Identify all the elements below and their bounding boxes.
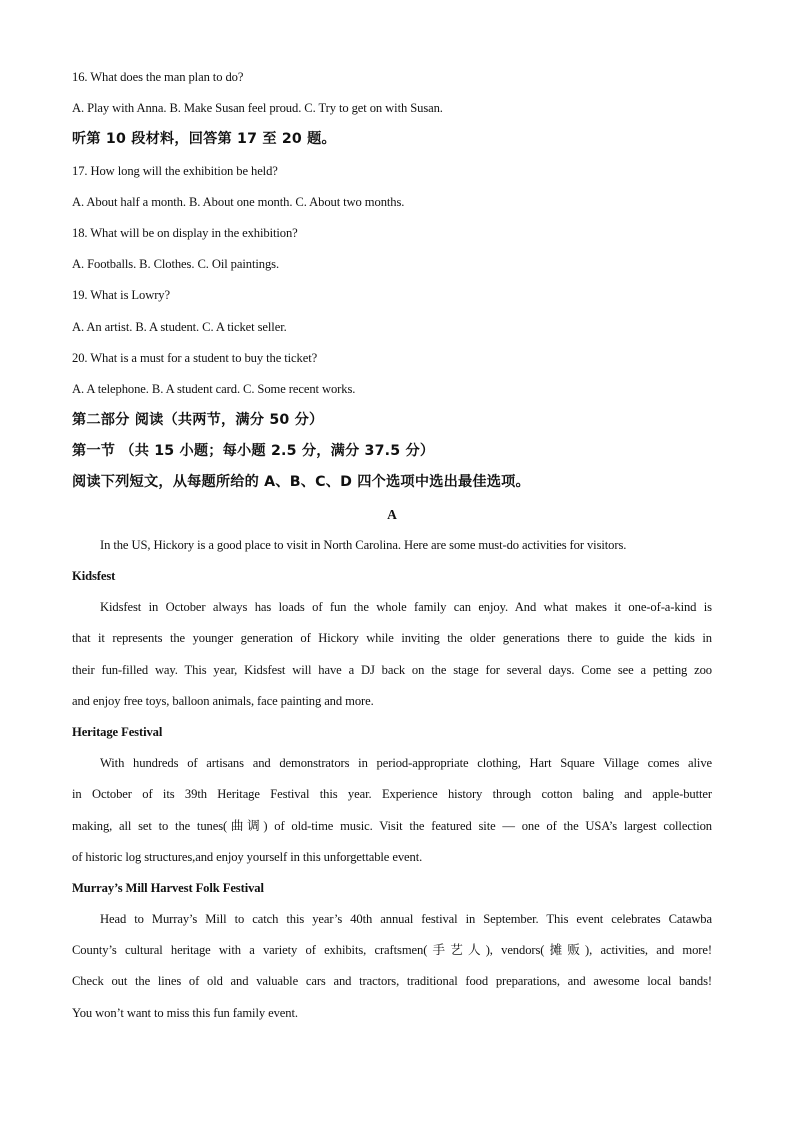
passage-intro: In the US, Hickory is a good place to visit in North Carolina. Here are some must-do activities for visitors. (100, 537, 627, 552)
kidsfest-line-2: that it represents the younger generation of Hickory while inviting the older generations there to guide the kids in (72, 631, 712, 646)
murray-line-3: Check out the lines of old and valuable cars and tractors, traditional food preparations, and awesome local bands! (72, 974, 712, 989)
heritage-line-1: With hundreds of artisans and demonstrators in period-appropriate clothing, Hart Square Village comes alive (100, 756, 712, 771)
question-20: 20. What is a must for a student to buy the ticket? (72, 350, 318, 365)
kidsfest-line-3: their fun-filled way. This year, Kidsfest will have a DJ back on the stage for several days. Come see a petting zoo (72, 662, 712, 677)
kidsfest-heading: Kidsfest (72, 569, 116, 583)
question-16-options: A. Play with Anna. B. Make Susan feel proud. C. Try to get on with Susan. (72, 101, 443, 116)
question-18-options: A. Footballs. B. Clothes. C. Oil paintings. (72, 257, 280, 272)
kidsfest-line-4: and enjoy free toys, balloon animals, face painting and more. (72, 693, 374, 708)
reading-instruction: 阅读下列短文，从每题所给的 A、B、C、D 四个选项中选出最佳选项。 (72, 474, 530, 491)
question-19-options: A. An artist. B. A student. C. A ticket seller. (72, 319, 287, 334)
question-20-options: A. A telephone. B. A student card. C. Some recent works. (72, 381, 356, 396)
murray-line-1: Head to Murray’s Mill to catch this year’s 40th annual festival in September. This event celebrates Catawba (100, 912, 712, 927)
heritage-line-2: in October of its 39th Heritage Festival this year. Experience history through cotton baling and apple-butter (72, 787, 712, 802)
heritage-line-3: making, all set to the tunes(曲调) of old-time music. Visit the featured site — one of the USA’s largest collection (72, 818, 712, 833)
question-16: 16. What does the man plan to do? (72, 70, 244, 84)
heritage-line-4: of historic log structures,and enjoy yourself in this unforgettable event. (72, 849, 423, 864)
murray-line-2: County’s cultural heritage with a variety of exhibits, craftsmen(手艺人), vendors(摊贩), activities, and more! (72, 943, 712, 958)
part-2-heading: 第二部分 阅读（共两节，满分 50 分） (72, 412, 324, 429)
section-10-heading: 听第 10 段材料，回答第 17 至 20 题。 (72, 131, 336, 148)
heritage-heading: Heritage Festival (72, 724, 163, 739)
passage-letter: A (387, 506, 397, 522)
question-17: 17. How long will the exhibition be held? (72, 163, 278, 178)
kidsfest-line-1: Kidsfest in October always has loads of fun the whole family can enjoy. And what makes it one-of-a-kind is (100, 600, 712, 615)
question-17-options: A. About half a month. B. About one month. C. About two months. (72, 194, 405, 209)
question-19: 19. What is Lowry? (72, 288, 170, 303)
exam-page (72, 62, 712, 1029)
section-1-heading: 第一节 （共 15 小题；每小题 2.5 分，满分 37.5 分） (72, 443, 435, 460)
murray-line-4: You won’t want to miss this fun family event. (72, 1005, 298, 1020)
question-18: 18. What will be on display in the exhibition? (72, 225, 298, 240)
murray-heading: Murray’s Mill Harvest Folk Festival (72, 880, 264, 895)
